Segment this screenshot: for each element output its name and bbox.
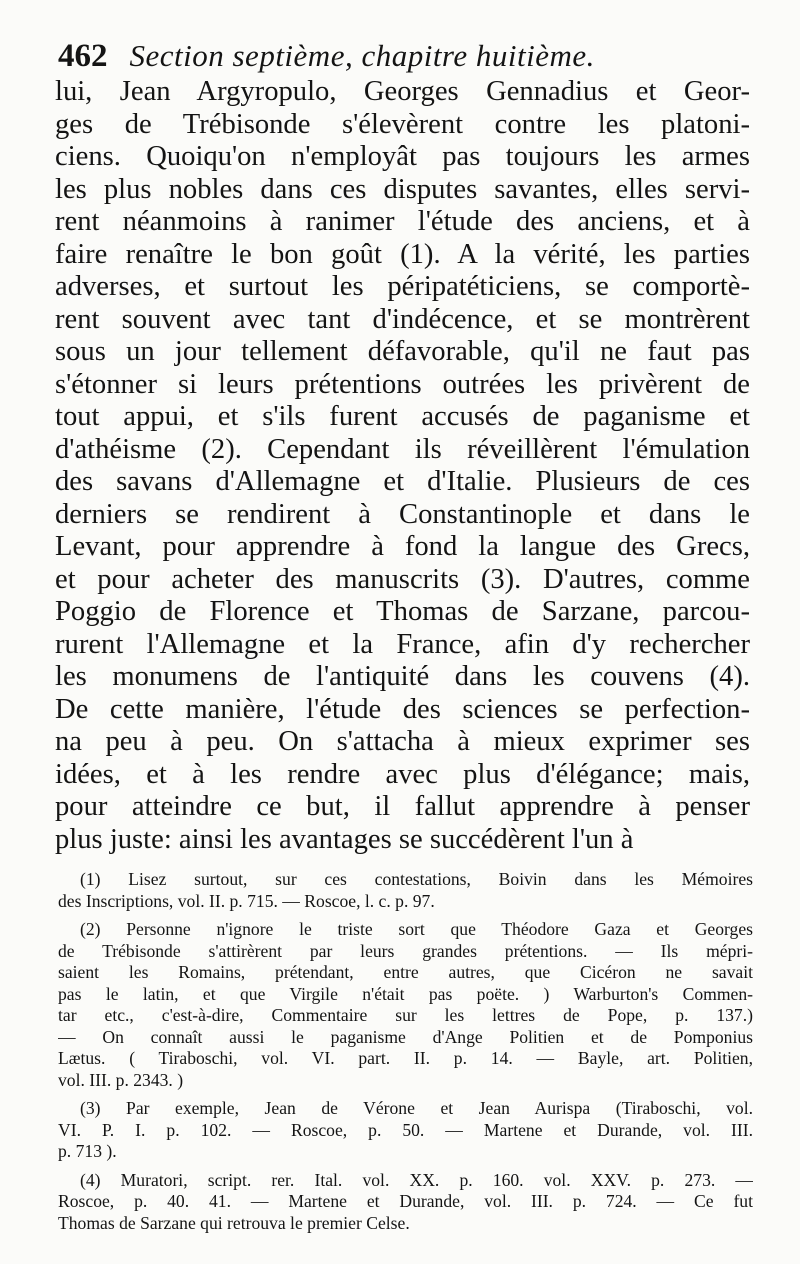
footnote-1: [58, 869, 753, 912]
footnote-line: (2) Personne n'ignore le triste sort que Théodore Gaza et Georges: [80, 919, 753, 939]
page-number: 462: [58, 38, 108, 74]
running-title: Section septième, chapitre huitième.: [129, 38, 595, 73]
footnote-line: (4) Muratori, script. rer. Ital. vol. XX. p. 160. vol. XXV. p. 273. —: [80, 1169, 753, 1190]
body-line: les monumens de l'antiquité dans les couvens (4).: [55, 661, 750, 692]
footnote-line: vol. III. p. 2343. ): [58, 1069, 184, 1090]
body-line: lui, Jean Argyropulo, Georges Gennadius et Geor-: [55, 76, 750, 107]
footnote-2: [58, 919, 753, 1091]
footnote-line: p. 713 ).: [58, 1141, 117, 1161]
body-line: plus juste: ainsi les avantages se succédèrent l'un à: [55, 823, 634, 855]
footnote-line: VI. P. I. p. 102. — Roscoe, p. 50. — Martene et Durande, vol. III.: [58, 1119, 753, 1140]
footnote-line: de Trébisonde s'attirèrent par leurs grandes prétentions. — Ils mépri-: [58, 940, 753, 961]
body-line: d'athéisme (2). Cependant ils réveillèrent l'émulation: [55, 433, 750, 465]
body-line: Levant, pour apprendre à fond la langue des Grecs,: [55, 531, 750, 562]
body-line: derniers se rendirent à Constantinople et dans le: [55, 498, 750, 530]
footnote-line: tar etc., c'est-à-dire, Commentaire sur les lettres de Pope, p. 137.): [58, 1005, 753, 1025]
body-line: rent néanmoins à ranimer l'étude des anciens, et à: [55, 206, 750, 237]
body-line: pour atteindre ce but, il fallut apprendre à penser: [55, 791, 750, 822]
footnote-3: [58, 1098, 753, 1163]
body-line: rent souvent avec tant d'indécence, et se montrèrent: [55, 303, 750, 335]
body-text: [55, 76, 750, 856]
footnote-line: saient les Romains, prétendant, entre autres, que Cicéron ne savait: [58, 962, 753, 982]
footnote-4: [58, 1170, 753, 1235]
footnote-line: (1) Lisez surtout, sur ces contestations, Boivin dans les Mémoires: [80, 869, 753, 889]
footnote-line: Thomas de Sarzane qui retrouva le premier Celse.: [58, 1212, 410, 1233]
footnote-line: — On connaît aussi le paganisme d'Ange Politien et de Pomponius: [58, 1026, 753, 1047]
body-line: et pour acheter des manuscrits (3). D'autres, comme: [55, 563, 750, 595]
body-line: rurent l'Allemagne et la France, afin d'y rechercher: [55, 628, 750, 660]
body-line: faire renaître le bon goût (1). A la vérité, les parties: [55, 238, 750, 270]
footnotes: [58, 869, 753, 1241]
body-line: De cette manière, l'étude des sciences se perfection-: [55, 693, 750, 725]
body-line: adverses, et surtout les péripatéticiens, se comportè-: [55, 271, 750, 302]
body-line: ges de Trébisonde s'élevèrent contre les platoni-: [55, 108, 750, 140]
body-line: na peu à peu. On s'attacha à mieux exprimer ses: [55, 726, 750, 757]
footnote-line: Lætus. ( Tiraboschi, vol. VI. part. II. p. 14. — Bayle, art. Politien,: [58, 1048, 753, 1068]
body-line: idées, et à les rendre avec plus d'élégance; mais,: [55, 758, 750, 790]
footnote-line: des Inscriptions, vol. II. p. 715. — Roscoe, l. c. p. 97.: [58, 890, 435, 911]
body-line: sous un jour tellement défavorable, qu'il ne faut pas: [55, 336, 750, 367]
body-line: des savans d'Allemagne et d'Italie. Plusieurs de ces: [55, 466, 750, 497]
body-line: Poggio de Florence et Thomas de Sarzane, parcou-: [55, 596, 750, 627]
body-line: ciens. Quoiqu'on n'employât pas toujours les armes: [55, 141, 750, 172]
body-line: les plus nobles dans ces disputes savantes, elles servi-: [55, 173, 750, 205]
body-line: s'étonner si leurs prétentions outrées les privèrent de: [55, 368, 750, 400]
body-line: tout appui, et s'ils furent accusés de paganisme et: [55, 401, 750, 432]
footnote-line: (3) Par exemple, Jean de Vérone et Jean Aurispa (Tiraboschi, vol.: [80, 1098, 753, 1118]
footnote-line: pas le latin, et que Virgile n'était pas poëte. ) Warburton's Commen-: [58, 983, 753, 1004]
footnote-line: Roscoe, p. 40. 41. — Martene et Durande, vol. III. p. 724. — Ce fut: [58, 1191, 753, 1211]
